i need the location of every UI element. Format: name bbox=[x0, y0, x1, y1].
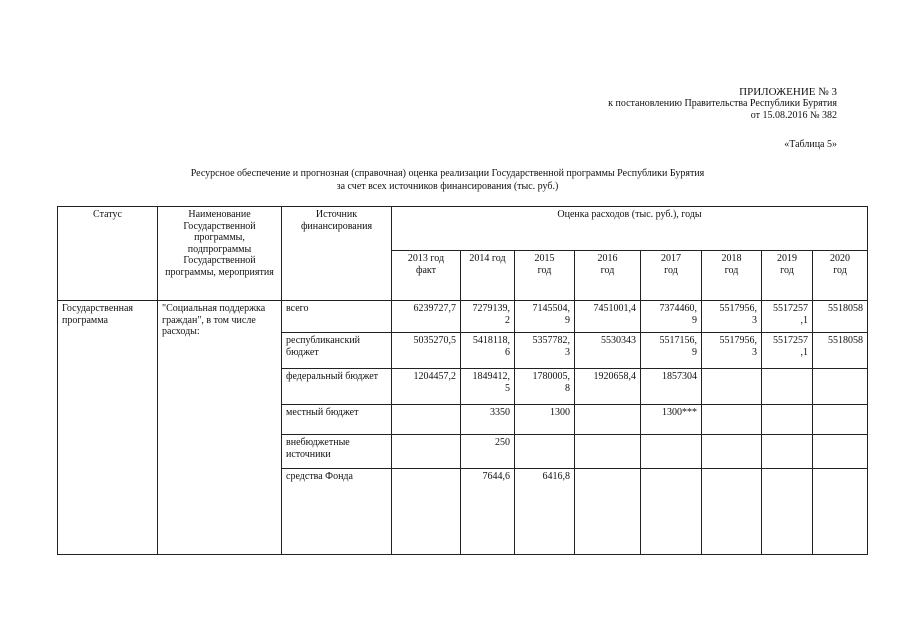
value-cell bbox=[641, 435, 702, 469]
value-text: 1300*** bbox=[662, 407, 697, 418]
value-text: 5517956, 3 bbox=[719, 303, 757, 326]
header-year: 2019 год bbox=[762, 251, 813, 301]
value-cell bbox=[641, 369, 702, 405]
value-cell bbox=[392, 333, 461, 369]
source-cell: республиканский бюджет bbox=[282, 333, 392, 369]
value-text: 5518058 bbox=[828, 303, 864, 314]
value-cell bbox=[641, 301, 702, 333]
value-cell bbox=[641, 469, 702, 555]
value-text: 7279139, 2 bbox=[472, 303, 510, 326]
header-estimate: Оценка расходов (тыс. руб.), годы bbox=[392, 207, 868, 251]
value-cell bbox=[762, 469, 813, 555]
header-year: 2016 год bbox=[575, 251, 641, 301]
value-text: 6416,8 bbox=[542, 471, 570, 482]
value-cell bbox=[813, 469, 868, 555]
appendix-date: от 15.08.2016 № 382 bbox=[750, 110, 837, 121]
source-cell: средства Фонда bbox=[282, 469, 392, 555]
value-text: 1300 bbox=[550, 407, 570, 418]
value-cell bbox=[392, 405, 461, 435]
document-title bbox=[0, 167, 905, 193]
value-cell bbox=[641, 333, 702, 369]
value-cell bbox=[702, 405, 762, 435]
value-cell bbox=[813, 301, 868, 333]
header-program-name: Наименование Государственной программы, подпрограммы Государственной программы, мероприятия bbox=[158, 207, 282, 301]
value-text: 5517956, 3 bbox=[719, 335, 757, 358]
value-text: 1780005, 8 bbox=[532, 371, 570, 394]
title-line-2: за счет всех источников финансирования (тыс. руб.) bbox=[336, 181, 559, 192]
value-cell bbox=[461, 369, 515, 405]
appendix-title: ПРИЛОЖЕНИЕ № 3 bbox=[739, 86, 837, 98]
value-cell bbox=[575, 333, 641, 369]
value-cell bbox=[813, 405, 868, 435]
value-cell bbox=[392, 469, 461, 555]
value-cell bbox=[702, 333, 762, 369]
value-text: 1849412, 5 bbox=[472, 371, 510, 394]
title-line-1: Ресурсное обеспечение и прогнозная (справочная) оценка реализации Государственной программы Республики Бурятия bbox=[190, 168, 705, 179]
source-cell: местный бюджет bbox=[282, 405, 392, 435]
value-cell bbox=[702, 369, 762, 405]
value-cell bbox=[461, 333, 515, 369]
value-cell bbox=[762, 301, 813, 333]
value-cell bbox=[762, 369, 813, 405]
value-cell bbox=[762, 435, 813, 469]
value-cell bbox=[762, 333, 813, 369]
value-text: 7145504, 9 bbox=[532, 303, 570, 326]
value-cell bbox=[575, 369, 641, 405]
header-year: 2015 год bbox=[515, 251, 575, 301]
value-text: 5035270,5 bbox=[413, 335, 456, 346]
value-text: 7644,6 bbox=[482, 471, 510, 482]
value-cell bbox=[702, 301, 762, 333]
source-cell: федеральный бюджет bbox=[282, 369, 392, 405]
value-cell bbox=[392, 369, 461, 405]
value-text: 1920658,4 bbox=[593, 371, 636, 382]
value-cell bbox=[515, 405, 575, 435]
value-cell bbox=[515, 333, 575, 369]
value-text: 5418118, 6 bbox=[472, 335, 510, 358]
resource-table bbox=[57, 206, 868, 555]
value-cell bbox=[515, 435, 575, 469]
value-text: 5357782, 3 bbox=[532, 335, 570, 358]
header-status: Статус bbox=[58, 207, 158, 301]
value-text: 5517156, 9 bbox=[659, 335, 697, 358]
value-cell bbox=[515, 301, 575, 333]
value-cell bbox=[813, 435, 868, 469]
value-cell bbox=[702, 469, 762, 555]
value-text: 250 bbox=[495, 437, 510, 448]
value-text: 7374460, 9 bbox=[659, 303, 697, 326]
value-cell bbox=[813, 333, 868, 369]
header-source: Источник финансирования bbox=[282, 207, 392, 301]
value-text: 5517257 ,1 bbox=[773, 303, 808, 326]
status-cell: Государственная программа bbox=[58, 301, 158, 555]
value-cell bbox=[461, 405, 515, 435]
appendix-block bbox=[608, 86, 837, 122]
value-text: 5530343 bbox=[601, 335, 636, 346]
value-cell bbox=[461, 469, 515, 555]
value-cell bbox=[392, 301, 461, 333]
table-row bbox=[58, 301, 868, 333]
header-year: 2020 год bbox=[813, 251, 868, 301]
value-text: 1857304 bbox=[662, 371, 697, 382]
header-year: 2014 год bbox=[461, 251, 515, 301]
value-cell bbox=[575, 301, 641, 333]
value-text: 6239727,7 bbox=[413, 303, 456, 314]
value-text: 7451001,4 bbox=[593, 303, 636, 314]
table-label: «Таблица 5» bbox=[784, 139, 837, 150]
source-cell: внебюджетные источники bbox=[282, 435, 392, 469]
header-year: 2017 год bbox=[641, 251, 702, 301]
value-cell bbox=[575, 435, 641, 469]
value-text: 3350 bbox=[490, 407, 510, 418]
value-cell bbox=[461, 435, 515, 469]
value-text: 1204457,2 bbox=[413, 371, 456, 382]
value-text: 5518058 bbox=[828, 335, 864, 346]
header-year: 2013 год факт bbox=[392, 251, 461, 301]
value-cell bbox=[515, 469, 575, 555]
header-year: 2018 год bbox=[702, 251, 762, 301]
source-cell: всего bbox=[282, 301, 392, 333]
value-cell bbox=[461, 301, 515, 333]
value-cell bbox=[762, 405, 813, 435]
value-text: 5517257 ,1 bbox=[773, 335, 808, 358]
program-name-cell: "Социальная поддержка граждан", в том числе расходы: bbox=[158, 301, 282, 555]
value-cell bbox=[515, 369, 575, 405]
value-cell bbox=[575, 469, 641, 555]
value-cell bbox=[392, 435, 461, 469]
value-cell bbox=[813, 369, 868, 405]
value-cell bbox=[641, 405, 702, 435]
appendix-resolution: к постановлению Правительства Республики Бурятия bbox=[608, 98, 837, 109]
value-cell bbox=[575, 405, 641, 435]
value-cell bbox=[702, 435, 762, 469]
